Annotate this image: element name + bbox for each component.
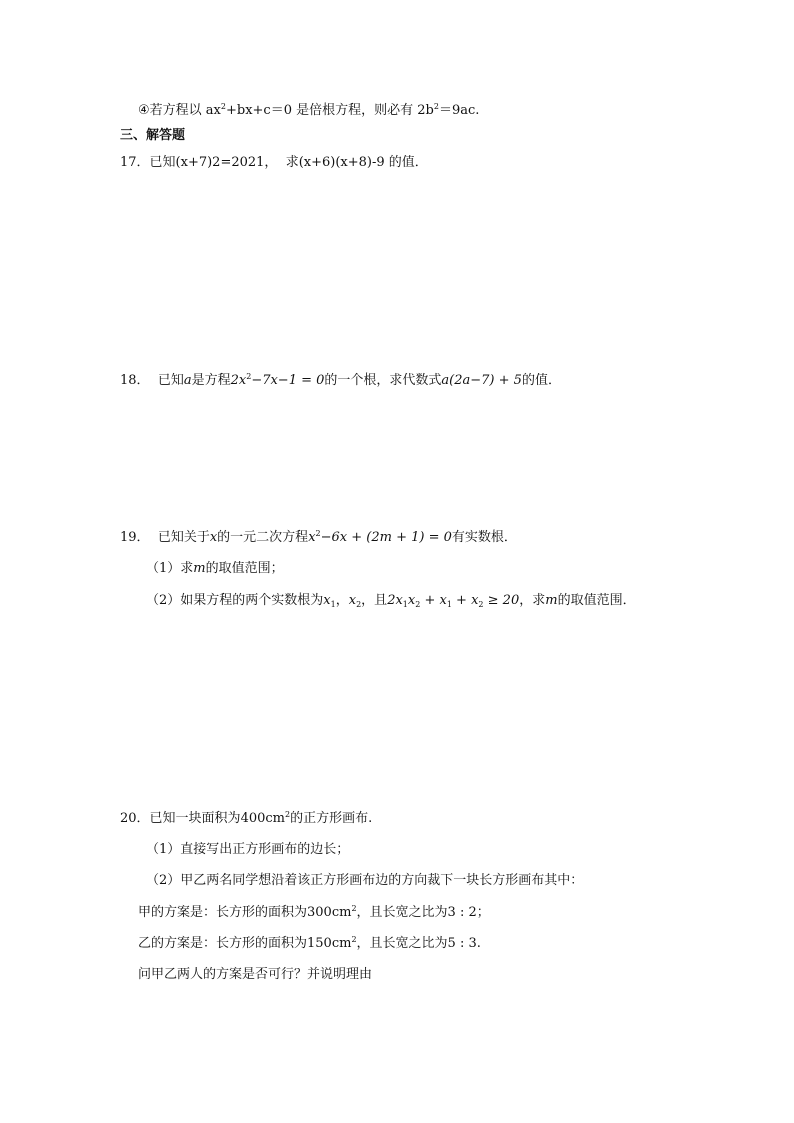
- q19-p2-ineq-rest: + x: [420, 593, 447, 608]
- q18-text-2: 是方程: [191, 373, 231, 388]
- item-4-text-2: ＝0 是倍根方程，则必有 2b: [270, 103, 434, 118]
- q17-text-3: 的值．: [388, 155, 428, 170]
- item-4-text-1: 若方程以: [149, 103, 206, 118]
- q17-text-2: 求(x+6)(x+8)-9: [285, 155, 385, 170]
- q19-p2-x1-sub: 1: [330, 600, 336, 609]
- question-number: 19．: [120, 530, 150, 545]
- question-number: 20．: [120, 811, 150, 826]
- circled-number: ④: [138, 103, 150, 118]
- item-4-sup-2: 2: [433, 102, 439, 111]
- q18-var-a: a: [183, 373, 192, 388]
- q19-var-x: x: [209, 530, 218, 545]
- q19-part-1: [146, 560, 284, 578]
- q19-p2-ineq-x: x: [407, 593, 416, 608]
- q19-p2-x1: x: [323, 593, 331, 608]
- question-20: [120, 810, 372, 828]
- question-17: [120, 154, 428, 172]
- q20-jia-sup: 2: [351, 904, 357, 913]
- q17-text-1: 已知(x+7)2=2021，: [149, 155, 278, 170]
- q18-text-4: 的值．: [521, 373, 561, 388]
- q19-p2-ineq-s4: 2: [478, 600, 484, 609]
- q19-p2-sep: ，: [335, 593, 349, 608]
- q19-eq-sup: 2: [315, 529, 321, 538]
- q20-yi-ratio: 5 : 3: [447, 936, 477, 951]
- q19-text-3: 有实数根．: [451, 530, 517, 545]
- q19-equation-2: −6x + (2m + 1) = 0: [320, 530, 452, 545]
- item-4-sup: 2: [220, 102, 226, 111]
- q20-yi-text-2: ，且长宽之比为: [356, 936, 448, 951]
- q20-jia-ratio: 3 : 2: [447, 905, 477, 920]
- q19-equation: x: [308, 530, 316, 545]
- item-4-text-3: ＝9ac.: [438, 103, 480, 118]
- q18-equation-2: −7x−1 = 0: [251, 373, 325, 388]
- question-number: 18．: [120, 373, 150, 388]
- q20-question: 问甲乙两人的方案是否可行？并说明理由: [138, 967, 373, 982]
- q18-eq-sup: 2: [246, 372, 252, 381]
- q19-p2-text-3: ，求: [519, 593, 546, 608]
- q19-p2-ineq-rest-2: + x: [451, 593, 479, 608]
- q19-p2-text-4: 的取值范围．: [557, 593, 636, 608]
- q19-p2-x2-sub: 2: [356, 600, 362, 609]
- question-18: [120, 372, 561, 390]
- q20-jia-text-2: ，且长宽之比为: [356, 905, 448, 920]
- q19-p2-ineq-s1: 1: [402, 600, 408, 609]
- q20-yi-area: 150cm: [307, 936, 352, 951]
- q19-part-2: [146, 592, 636, 610]
- q20-text-2: 的正方形画布.: [290, 811, 373, 826]
- q19-p2-ineq-s2: 2: [415, 600, 421, 609]
- q20-jia-area: 300cm: [307, 905, 352, 920]
- q20-yi-sup: 2: [351, 935, 357, 944]
- q20-plan-jia: [138, 904, 490, 922]
- section-title: 三、解答题: [120, 128, 186, 143]
- q19-p1-var-m: m: [193, 561, 206, 576]
- q20-area: 400cm: [240, 811, 285, 826]
- q19-p1-label: （1）求: [146, 561, 194, 576]
- q20-jia-text-1: 甲的方案是：长方形的面积为: [138, 905, 308, 920]
- q20-text-1: 已知一块面积为: [149, 811, 241, 826]
- item-4: [138, 102, 479, 120]
- item-4-expr: ax: [205, 103, 221, 118]
- q18-expression: a(2a−7) + 5: [441, 373, 522, 388]
- q19-text-2: 的一元二次方程: [217, 530, 309, 545]
- q20-part-2: （2）甲乙两名同学想沿着该正方形画布边的方向裁下一块长方形画布其中：: [146, 873, 584, 888]
- q19-text-1: 已知关于: [157, 530, 210, 545]
- q18-equation: 2x: [230, 373, 247, 388]
- q19-p2-label: （2）如果方程的两个实数根为: [146, 593, 324, 608]
- q19-p2-ineq: 2x: [387, 593, 403, 608]
- q19-p2-x2: x: [348, 593, 357, 608]
- question-number: 17．: [120, 155, 150, 170]
- q18-text-1: 已知: [157, 373, 184, 388]
- q20-plan-yi: [138, 935, 481, 953]
- q20-area-sup: 2: [284, 810, 291, 819]
- q20-yi-end: .: [476, 936, 481, 951]
- item-4-expr-2: +bx+c: [225, 103, 271, 118]
- q19-p1-rest: 的取值范围；: [205, 561, 284, 576]
- q19-p2-var-m: m: [545, 593, 558, 608]
- q19-p2-ineq-rest-3: ≥ 20: [483, 593, 520, 608]
- q19-p2-text-2: ，且: [361, 593, 388, 608]
- q19-p2-ineq-s3: 1: [446, 600, 452, 609]
- question-19: [120, 529, 517, 547]
- q20-yi-text-1: 乙的方案是：长方形的面积为: [138, 936, 308, 951]
- q18-text-3: 的一个根，求代数式: [324, 373, 442, 388]
- q20-part-1: （1）直接写出正方形画布的边长；: [146, 842, 350, 857]
- q20-jia-end: ；: [476, 905, 490, 920]
